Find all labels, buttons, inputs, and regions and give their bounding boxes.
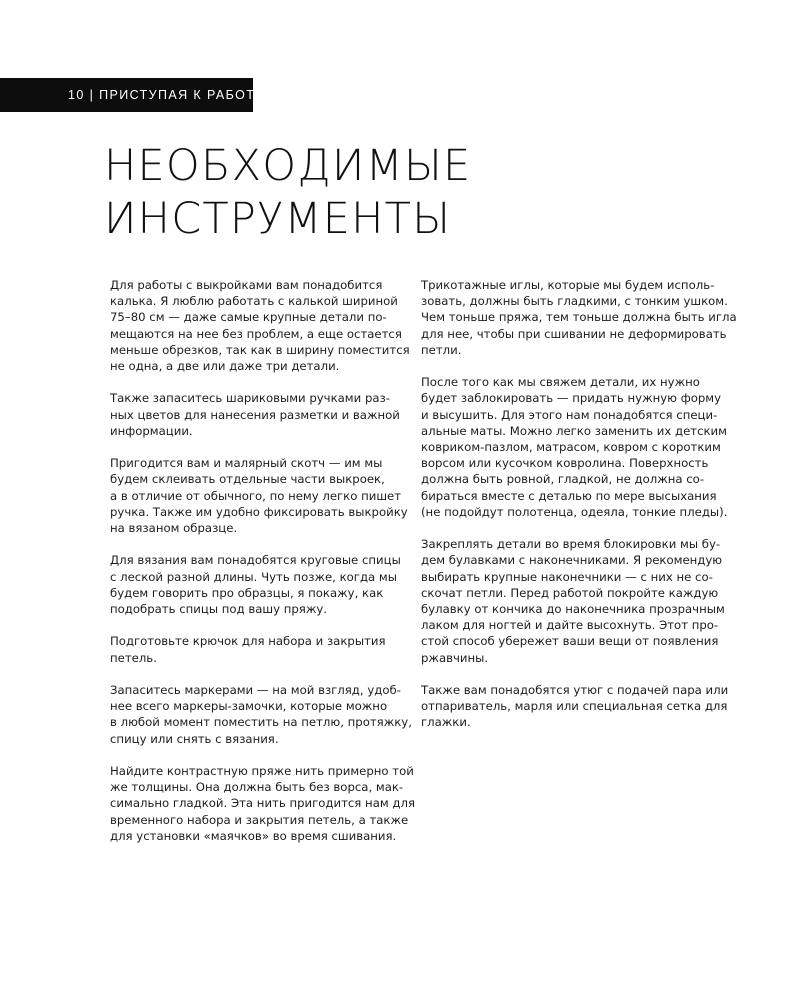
text-line: петли.	[421, 342, 462, 357]
paragraph	[110, 277, 410, 374]
text-line: зовать, должны быть гладкими, с тонким ушком.	[421, 294, 728, 309]
text-line: стой способ убережет ваши вещи от появления	[421, 634, 719, 649]
text-line: После того как мы свяжем детали, их нужно	[421, 375, 700, 390]
text-line: будем склеивать отдельные части выкроек,	[110, 472, 385, 487]
text-line: булавку от кончика до наконечника прозрачным	[421, 602, 725, 617]
text-line: временного набора и закрытия петель, а также	[110, 812, 409, 827]
text-line: на вязаном образце.	[110, 521, 238, 536]
text-line: Для вязания вам понадобятся круговые спицы	[110, 553, 401, 568]
text-line: Пригодится вам и малярный скотч — им мы	[110, 456, 383, 471]
text-line: 75–80 см — даже самые крупные детали по-	[110, 310, 387, 325]
text-line: ковриком-пазлом, матрасом, ковром с коротким	[421, 440, 721, 455]
text-line: ржавчины.	[421, 650, 489, 665]
paragraph	[110, 633, 396, 665]
text-line: Также вам понадобятся утюг с подачей пара или	[421, 683, 729, 698]
text-line: Также запаситесь шариковыми ручками раз-	[110, 391, 390, 406]
paragraph	[110, 552, 401, 617]
right-column	[421, 277, 737, 747]
text-line: для установки «маячков» во время сшивания.	[110, 828, 397, 843]
text-line: скочат петли. Перед работой покройте каждую	[421, 585, 719, 600]
text-line: должна быть ровной, гладкой, не должна со-	[421, 472, 705, 487]
text-line: не одна, а две или даже три детали.	[110, 359, 340, 374]
text-line: спицу или снять с вязания.	[110, 731, 279, 746]
text-line: глажки.	[421, 715, 471, 730]
text-line: дем булавками с наконечниками. Я рекомендую	[421, 553, 723, 568]
text-line: меньше обрезков, так как в ширину поместится	[110, 342, 410, 357]
page-title-line-2: ИНСТРУМЕНТЫ	[104, 194, 452, 244]
text-line: альные маты. Можно легко заменить их детским	[421, 423, 727, 438]
paragraph	[421, 374, 728, 520]
text-line: а в отличие от обычного, по нему легко пишет	[110, 488, 402, 503]
text-line: будем говорить про образцы, я покажу, как	[110, 585, 384, 600]
text-line: Для работы с выкройками вам понадобится	[110, 278, 383, 292]
left-column	[110, 277, 415, 860]
text-line: лаком для ногтей и дайте высохнуть. Этот про-	[421, 618, 719, 633]
text-line: подобрать спицы под вашу пряжу.	[110, 602, 328, 617]
page-title	[104, 140, 471, 246]
text-line: Закреплять детали во время блокировки мы бу-	[421, 537, 721, 552]
text-line: в любой момент поместить на петлю, протяжку,	[110, 715, 412, 730]
text-line: отпариватель, марля или специальная сетка для	[421, 699, 728, 714]
text-line: Подготовьте крючок для набора и закрытия	[110, 634, 386, 649]
text-line: и высушить. Для этого нам понадобятся специ-	[421, 407, 718, 422]
text-line: с леской разной длины. Чуть позже, когда мы	[110, 569, 397, 584]
text-line: же толщины. Она должна быть без ворса, мак-	[110, 780, 404, 795]
text-line: для нее, чтобы при сшивании не деформировать	[421, 326, 727, 341]
text-line: петель.	[110, 650, 157, 665]
text-line: мещаются на нее без проблем, а еще остается	[110, 326, 402, 341]
text-line: Чем тоньше пряжа, тем тоньше должна быть игла	[421, 310, 737, 325]
paragraph	[110, 390, 400, 439]
text-line: ворсом или кусочком ковролина. Поверхность	[421, 456, 709, 471]
paragraph	[110, 682, 412, 747]
text-line: информации.	[110, 423, 193, 438]
text-line: Трикотажные иглы, которые мы будем исполь-	[421, 278, 715, 292]
paragraph	[421, 682, 729, 731]
text-line: нее всего маркеры-замочки, которые можно	[110, 699, 388, 714]
paragraph	[421, 536, 725, 666]
text-line: ручка. Также им удобно фиксировать выкройку	[110, 504, 408, 519]
paragraph	[421, 277, 737, 358]
text-line: Найдите контрастную пряже нить примерно той	[110, 764, 414, 778]
text-line: симально гладкой. Эта нить пригодится нам для	[110, 796, 415, 811]
paragraph	[110, 763, 415, 844]
paragraph	[110, 455, 408, 536]
text-line: будет заблокировать — придать нужную форму	[421, 391, 722, 406]
text-line: калька. Я люблю работать с калькой шириной	[110, 294, 398, 309]
page-title-line-1: НЕОБХОДИМЫЕ	[104, 141, 472, 191]
text-line: Запаситесь маркерами — на мой взгляд, удоб-	[110, 683, 401, 697]
running-head: 10 | ПРИСТУПАЯ К РАБОТЕ	[0, 78, 253, 112]
text-line: бираться вместе с деталью по мере высыхания	[421, 488, 717, 503]
text-line: ных цветов для нанесения разметки и важной	[110, 407, 400, 422]
text-line: (не подойдут полотенца, одеяла, тонкие пледы).	[421, 504, 728, 519]
text-line: выбирать крупные наконечники — с них не со-	[421, 569, 713, 584]
